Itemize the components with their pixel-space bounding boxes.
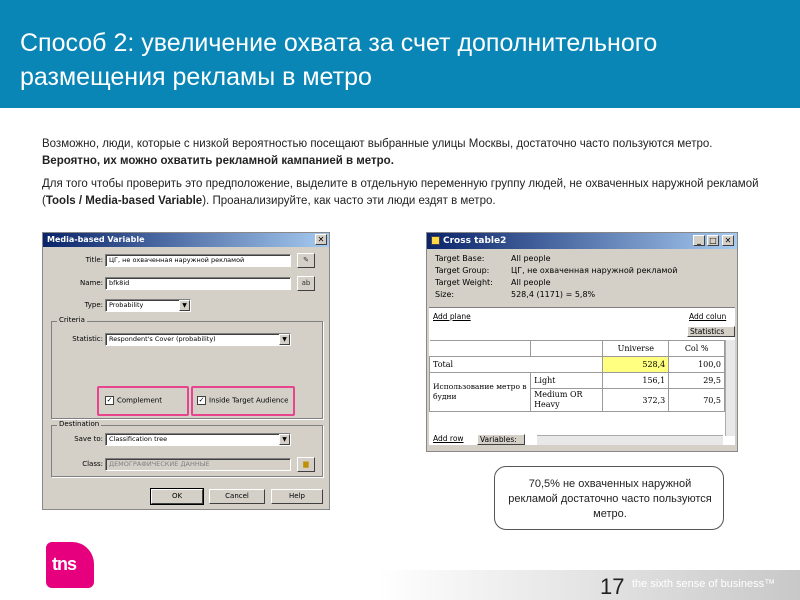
cross-table-grid bbox=[429, 340, 725, 412]
type-select-value: Probability bbox=[109, 301, 144, 309]
checkbox-check-icon: ✓ bbox=[198, 396, 205, 404]
class-input: ДЕМОГРАФИЧЕСКИЕ ДАННЫЕ bbox=[105, 458, 291, 471]
statistic-select[interactable] bbox=[105, 333, 291, 346]
paragraph-1-bold: Вероятно, их можно охватить рекламной кампанией в метро. bbox=[42, 155, 394, 167]
table-header-row bbox=[430, 341, 725, 357]
target-weight-label: Target Weight: bbox=[435, 278, 493, 287]
name-input[interactable]: bfk8id bbox=[105, 277, 291, 290]
cross-table-area bbox=[429, 307, 735, 445]
target-base-value: All people bbox=[511, 254, 551, 263]
target-info-panel bbox=[431, 250, 735, 306]
size-row bbox=[435, 290, 596, 299]
cell-col-pct[interactable]: 70,5 bbox=[669, 389, 725, 412]
cross-table-titlebar bbox=[427, 233, 737, 249]
horizontal-scrollbar[interactable] bbox=[537, 435, 723, 445]
add-plane-button[interactable]: Add plane bbox=[433, 312, 471, 321]
statistic-label: Statistic: bbox=[72, 335, 103, 343]
tns-logo-text: tns bbox=[52, 554, 76, 574]
size-label: Size: bbox=[435, 290, 455, 299]
close-icon[interactable]: ✕ bbox=[722, 235, 734, 246]
name-label: Name: bbox=[79, 279, 103, 287]
title-input[interactable]: ЦГ, не охваченная наружной рекламой bbox=[105, 254, 291, 267]
target-base-label: Target Base: bbox=[435, 254, 485, 263]
target-group-value: ЦГ, не охваченная наружной рекламой bbox=[511, 266, 678, 275]
statistics-button[interactable]: Statistics bbox=[687, 326, 735, 337]
add-column-button[interactable]: Add colun bbox=[687, 312, 735, 323]
chevron-down-icon[interactable]: ▼ bbox=[179, 300, 190, 311]
cancel-button[interactable]: Cancel bbox=[209, 489, 265, 504]
criteria-group-title: Criteria bbox=[59, 316, 85, 324]
type-select[interactable] bbox=[105, 299, 191, 312]
cross-table-title: Cross table2 bbox=[443, 236, 507, 246]
add-row-button[interactable]: Add row bbox=[431, 434, 475, 445]
paragraph-1 bbox=[42, 136, 762, 170]
callout-box bbox=[494, 466, 724, 530]
paragraph-2-text-c: ). Проанализируйте, как часто эти люди ездят в метро. bbox=[202, 195, 496, 207]
slide-header bbox=[0, 0, 800, 108]
save-to-label: Save to: bbox=[74, 435, 103, 443]
vertical-scrollbar[interactable] bbox=[725, 340, 735, 436]
target-weight-value: All people bbox=[511, 278, 551, 287]
minimize-icon[interactable]: _ bbox=[693, 235, 705, 246]
table-row bbox=[430, 373, 725, 389]
column-header-universe[interactable]: Universe bbox=[603, 341, 669, 357]
target-weight-row bbox=[435, 278, 551, 287]
callout-text: 70,5% не охваченных наружной рекламой достаточно часто пользуются метро. bbox=[508, 478, 712, 520]
cell-universe[interactable]: 528,4 bbox=[603, 357, 669, 373]
statistic-select-value: Respondent's Cover (probability) bbox=[109, 335, 216, 343]
edit-title-icon[interactable]: ✎ bbox=[297, 253, 315, 268]
target-group-row bbox=[435, 266, 678, 275]
destination-group-title: Destination bbox=[59, 420, 100, 428]
chevron-down-icon[interactable]: ▼ bbox=[279, 434, 290, 445]
target-base-row bbox=[435, 254, 551, 263]
save-to-select-value: Classification tree bbox=[109, 435, 168, 443]
dialog-titlebar bbox=[43, 233, 329, 247]
page-number: 17 bbox=[600, 574, 625, 599]
tagline: the sixth sense of business™ bbox=[632, 578, 776, 590]
type-label: Type: bbox=[84, 301, 103, 309]
inside-target-label: Inside Target Audience bbox=[209, 396, 289, 405]
paragraph-2-text-a: Для того чтобы проверить это предположение, выделите в отдельную переменную группу людей, не охваченных наружной рекламой ( bbox=[42, 178, 759, 207]
tns-logo bbox=[46, 542, 94, 588]
target-group-label: Target Group: bbox=[435, 266, 490, 275]
slide-title: Способ 2: увеличение охвата за счет дополнительного размещения рекламы в метро bbox=[20, 29, 658, 91]
edit-name-icon[interactable]: ab bbox=[297, 276, 315, 291]
row-label-light[interactable]: Light bbox=[531, 373, 603, 389]
title-label: Title: bbox=[85, 256, 103, 264]
menu-path: Tools / Media-based Variable bbox=[45, 195, 203, 207]
chevron-down-icon[interactable]: ▼ bbox=[279, 334, 290, 345]
complement-label: Complement bbox=[117, 396, 162, 405]
checkbox-check-icon: ✓ bbox=[106, 396, 113, 404]
folder-icon[interactable]: ▆ bbox=[297, 457, 315, 472]
media-based-variable-dialog bbox=[42, 232, 330, 510]
close-icon[interactable]: ✕ bbox=[315, 234, 327, 245]
maximize-icon[interactable]: □ bbox=[707, 235, 719, 246]
column-header-col-pct[interactable]: Col % bbox=[669, 341, 725, 357]
class-label: Class: bbox=[82, 460, 103, 468]
size-value: 528,4 (1171) = 5,8% bbox=[511, 290, 596, 299]
paragraph-1-text: Возможно, люди, которые с низкой вероятностью посещают выбранные улицы Москвы, достаточно часто пользуются метро. bbox=[42, 138, 713, 150]
cell-universe[interactable]: 156,1 bbox=[603, 373, 669, 389]
variables-button[interactable]: Variables: bbox=[477, 434, 525, 445]
save-to-select[interactable] bbox=[105, 433, 291, 446]
cell-col-pct[interactable]: 29,5 bbox=[669, 373, 725, 389]
cell-col-pct[interactable]: 100,0 bbox=[669, 357, 725, 373]
window-app-icon bbox=[431, 236, 440, 245]
paragraph-2 bbox=[42, 176, 762, 210]
table-row bbox=[430, 357, 725, 373]
slide-body bbox=[42, 136, 762, 216]
help-button[interactable]: Help bbox=[271, 489, 323, 504]
row-group-metro-usage[interactable]: Использование метро в будни bbox=[430, 373, 531, 412]
cross-table-window bbox=[426, 232, 738, 452]
complement-checkbox[interactable] bbox=[105, 396, 162, 405]
inside-target-audience-checkbox[interactable] bbox=[197, 396, 288, 405]
row-label-total[interactable]: Total bbox=[430, 357, 603, 373]
dialog-title: Media-based Variable bbox=[47, 235, 145, 244]
cell-universe[interactable]: 372,3 bbox=[603, 389, 669, 412]
row-label-medium-heavy[interactable]: Medium OR Heavy bbox=[531, 389, 603, 412]
table-corner-cell bbox=[430, 341, 531, 357]
ok-button[interactable]: OK bbox=[151, 489, 203, 504]
table-corner-cell bbox=[531, 341, 603, 357]
